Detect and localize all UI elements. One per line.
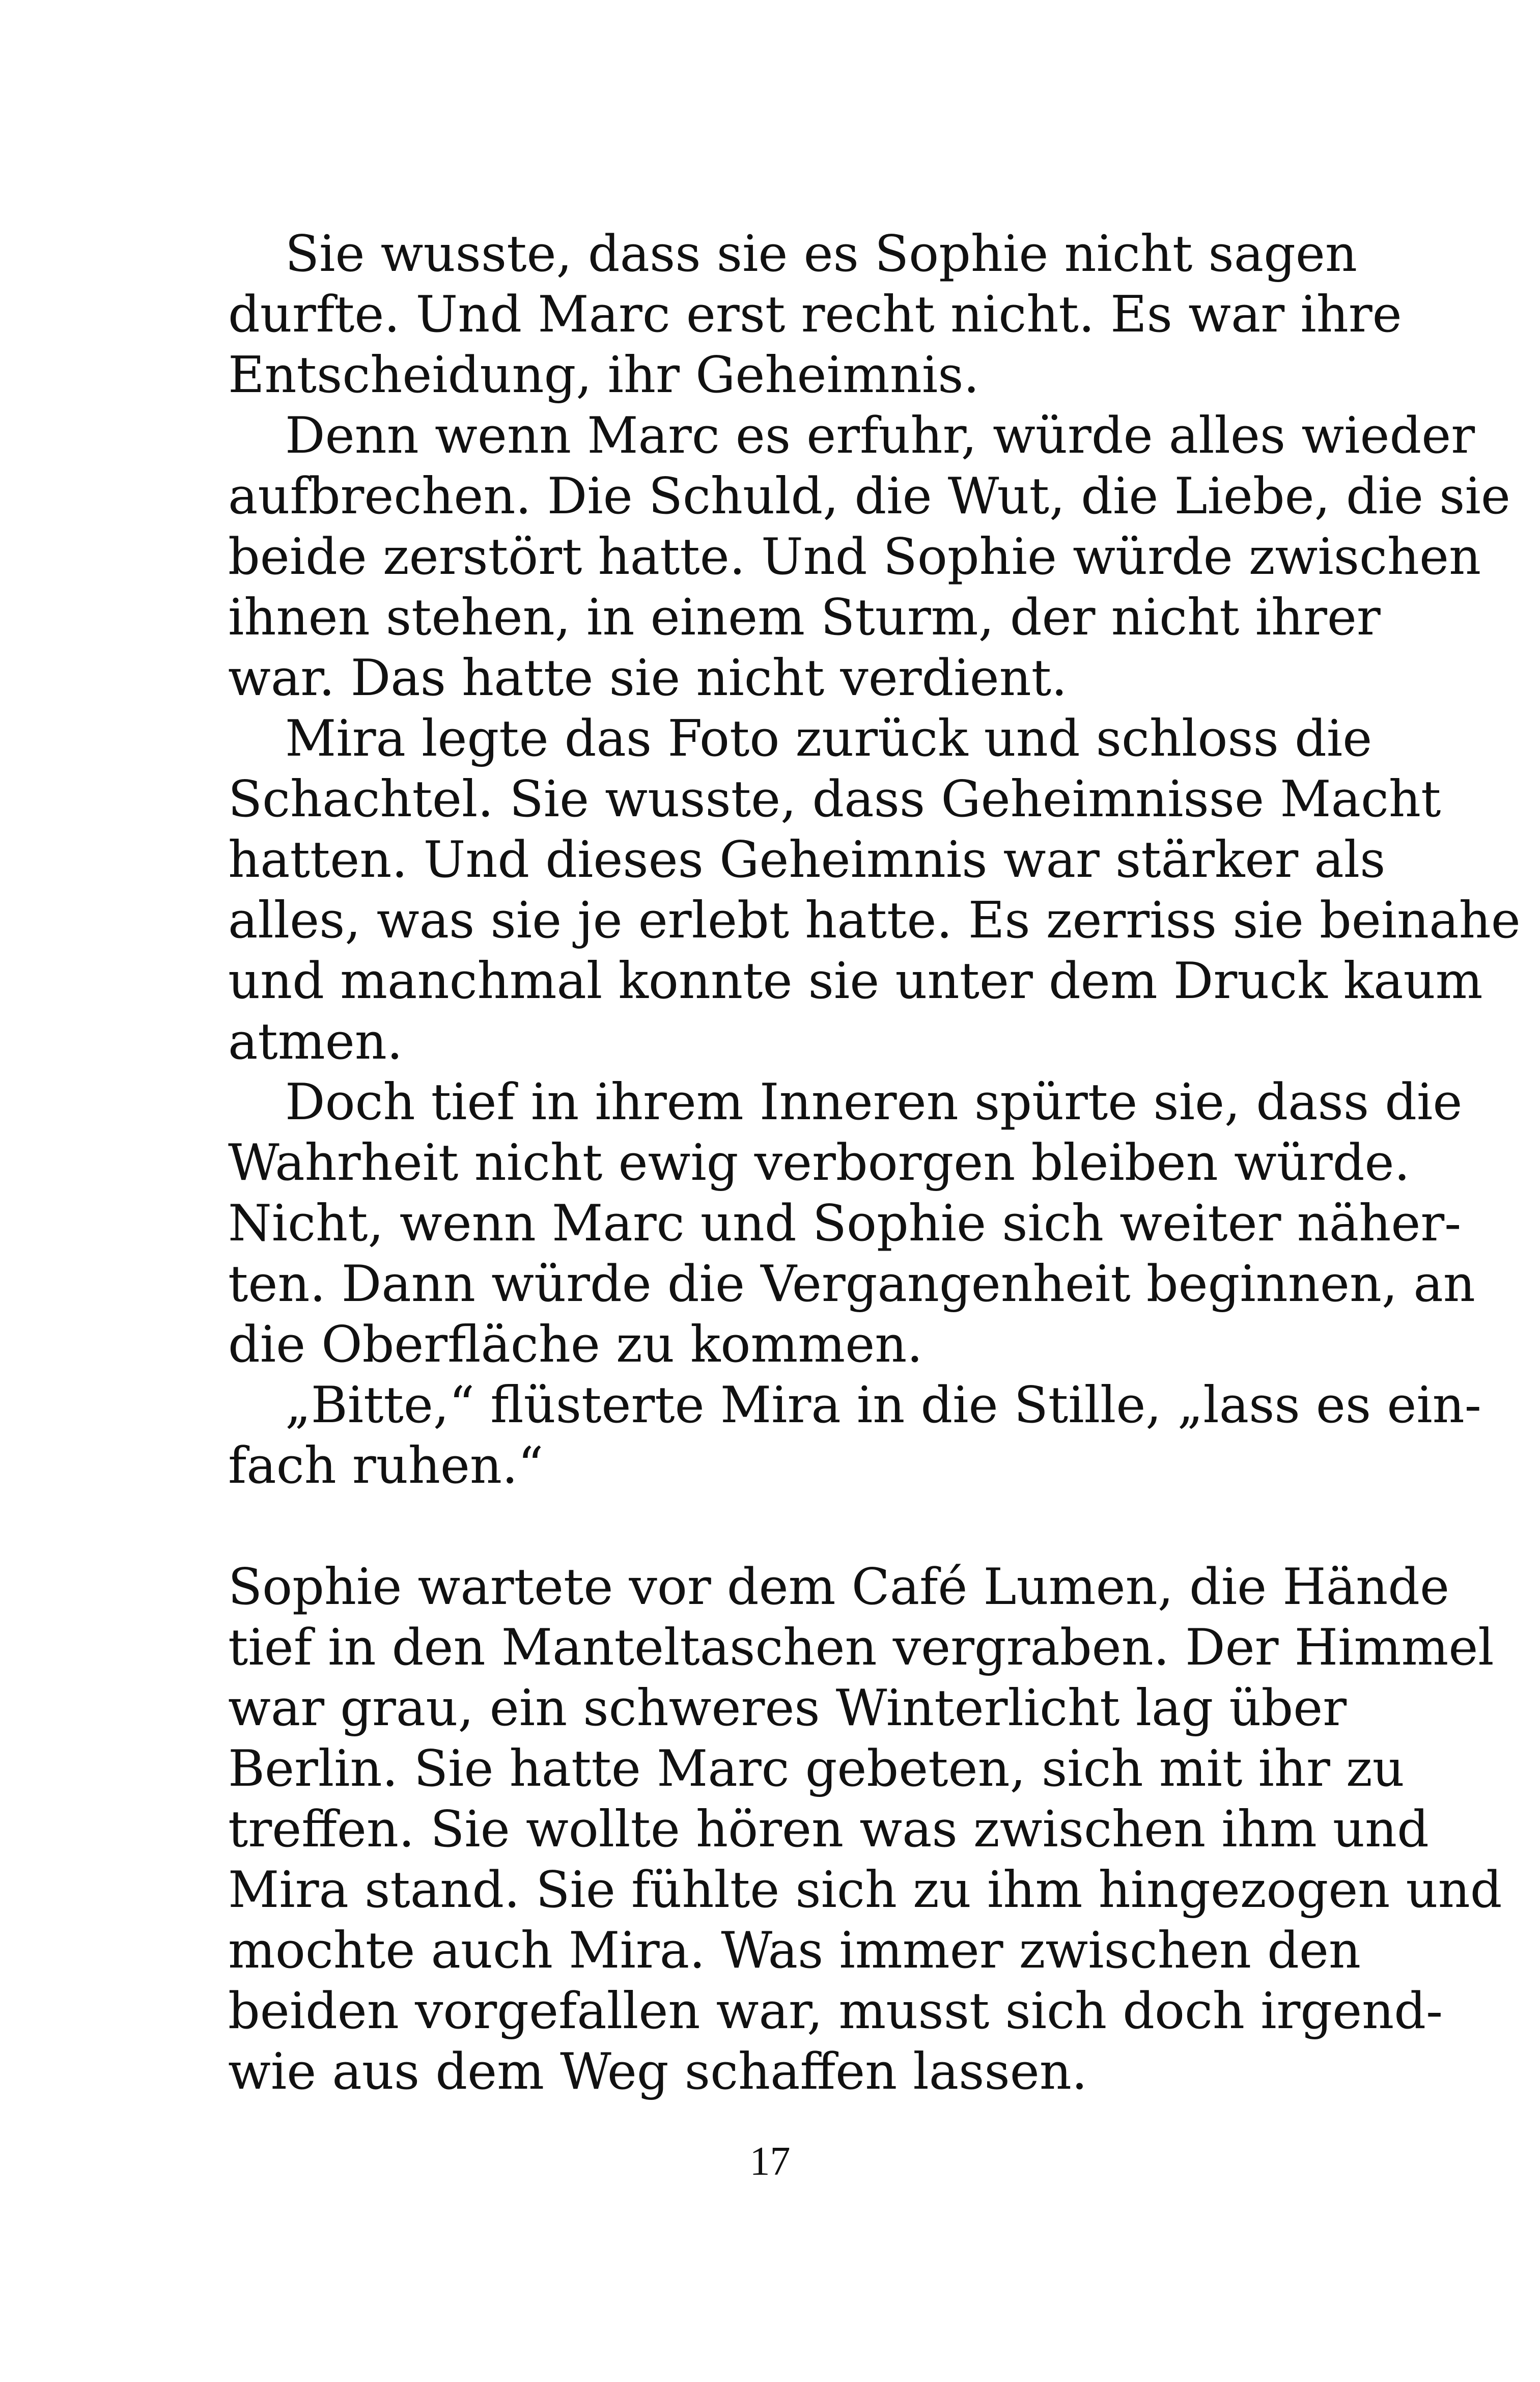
text-line: aufbrechen. Die Schuld, die Wut, die Liebe, die sie [228, 467, 1510, 525]
text-line: Nicht, wenn Marc und Sophie sich weiter näher- [228, 1195, 1462, 1253]
text-line: Entscheidung, ihr Geheimnis. [228, 346, 979, 404]
text-line: Wahrheit nicht ewig verborgen bleiben würde. [228, 1134, 1410, 1192]
text-line: Sophie wartete vor dem Café Lumen, die Hände [228, 1558, 1450, 1616]
text-line: fach ruhen.“ [228, 1437, 544, 1495]
text-line: die Oberfläche zu kommen. [228, 1316, 923, 1374]
text-line: tief in den Manteltaschen vergraben. Der Himmel [228, 1619, 1494, 1677]
text-line: atmen. [228, 1013, 403, 1071]
text-line: „Bitte,“ flüsterte Mira in die Stille, „lass es ein- [285, 1376, 1481, 1434]
paragraph [228, 709, 1521, 1072]
text-line: Berlin. Sie hatte Marc gebeten, sich mit ihr zu [228, 1740, 1405, 1798]
scene-break [228, 1497, 1340, 1557]
text-line: treffen. Sie wollte hören was zwischen ihm und [228, 1801, 1429, 1859]
text-line: und manchmal konnte sie unter dem Druck kaum [228, 952, 1483, 1010]
text-line: Doch tief in ihrem Inneren spürte sie, dass die [285, 1073, 1463, 1131]
text-line: Schachtel. Sie wusste, dass Geheimnisse Macht [228, 770, 1441, 828]
text-line: Denn wenn Marc es erfuhr, würde alles wieder [285, 407, 1475, 465]
text-line: wie aus dem Weg schaffen lassen. [228, 2043, 1088, 2101]
text-line: ten. Dann würde die Vergangenheit beginnen, an [228, 1255, 1475, 1313]
text-line: war grau, ein schweres Winterlicht lag über [228, 1679, 1347, 1737]
paragraph [228, 224, 1402, 406]
text-line: war. Das hatte sie nicht verdient. [228, 649, 1068, 707]
text-line: ihnen stehen, in einem Sturm, der nicht ihrer [228, 589, 1381, 647]
page-number: 17 [749, 2139, 791, 2184]
text-line: beide zerstört hatte. Und Sophie würde zwischen [228, 528, 1481, 586]
text-line: Sie wusste, dass sie es Sophie nicht sagen [285, 225, 1358, 283]
page-body [228, 224, 1521, 2102]
paragraph [228, 1375, 1481, 1497]
text-line: alles, was sie je erlebt hatte. Es zerriss sie beinahe [228, 892, 1521, 950]
text-line: mochte auch Mira. Was immer zwischen den [228, 1922, 1361, 1980]
text-line: Mira legte das Foto zurück und schloss die [285, 710, 1373, 768]
text-line: durfte. Und Marc erst recht nicht. Es war ihre [228, 286, 1402, 344]
paragraph [228, 1072, 1475, 1375]
paragraph [228, 406, 1510, 709]
text-line: Mira stand. Sie fühlte sich zu ihm hingezogen und [228, 1861, 1502, 1919]
paragraph [228, 1557, 1502, 2102]
text-line: hatten. Und dieses Geheimnis war stärker als [228, 831, 1386, 889]
text-line: beiden vorgefallen war, musst sich doch irgend- [228, 1982, 1443, 2040]
